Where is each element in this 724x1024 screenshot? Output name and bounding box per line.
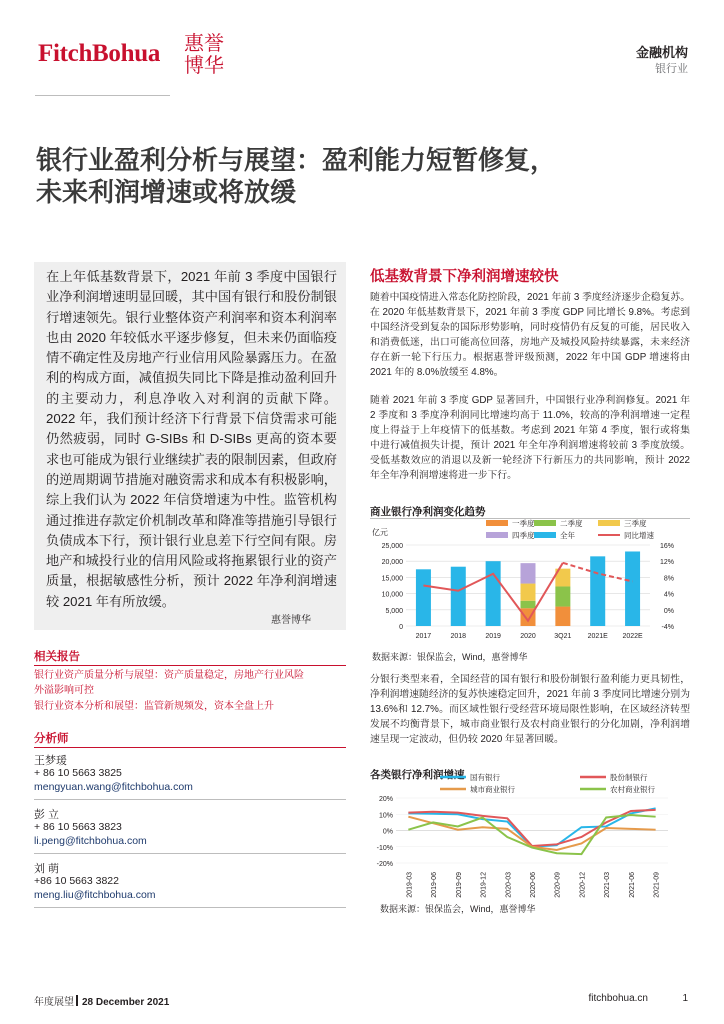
analyst-email[interactable]: li.peng@fitchbohua.com	[34, 835, 147, 847]
x-tick-label: 2021E	[587, 633, 608, 640]
bar-2021E-full-year	[590, 556, 605, 626]
bar-2017-full-year	[416, 569, 431, 626]
bar-2022E-full-year	[625, 551, 640, 626]
y-tick-label: 0%	[382, 828, 393, 836]
legend-label: 三季度	[624, 519, 647, 528]
summary-box	[34, 262, 346, 630]
legend-swatch-q3	[598, 520, 620, 526]
analysts-rule	[34, 747, 346, 748]
legend-swatch-full	[534, 532, 556, 538]
analysts-heading: 分析师	[34, 733, 69, 745]
legend-label: 同比增速	[624, 531, 654, 540]
related-reports-heading: 相关报告	[34, 651, 80, 663]
bar-3Q21-q2	[555, 586, 570, 606]
legend-swatch-q2	[534, 520, 556, 526]
chart1-source: 数据来源：银保监会，Wind，惠誉博华	[372, 652, 528, 662]
logo-text: FitchBohua	[38, 40, 161, 67]
body-paragraph-1: 随着中国疫情进入常态化防控阶段，2021 年前 3 季度经济逐步企稳复苏。在 2020 年低基数背景下，2021 年前 3 季度 GDP 同比增长 9.8%。考虑到中国经济受到复杂的国际形势影响，同时疫情仍有反复的可能，居民收入和消费低迷，出口可能高位回落，房地产及城投风险持续暴露，未来经济存在新一轮下行压力。根据惠誉评级预测，2022 年中国 GDP 增速将由 2021 年的 8.0%放缓至 4.8%。	[370, 292, 690, 378]
y2-tick-label: 16%	[659, 543, 674, 550]
analyst-divider	[34, 907, 346, 908]
summary-source: 惠誉博华	[271, 615, 311, 627]
x-tick-label: 2020	[520, 633, 536, 640]
y-tick-label: 0	[399, 624, 403, 631]
x-tick-label: 2020-09	[554, 872, 562, 898]
bar-2018-full-year	[451, 567, 466, 626]
y2-tick-label: 8%	[663, 575, 674, 583]
analyst-email[interactable]: meng.liu@fitchbohua.com	[34, 889, 156, 901]
analyst-phone: + 86 10 5663 3825	[34, 767, 122, 779]
analyst-name: 王梦瑗	[34, 755, 67, 767]
chart1-title: 商业银行净利润变化趋势	[370, 506, 486, 518]
sector-label: 金融机构	[635, 45, 688, 60]
bar-2020-q4	[521, 563, 536, 583]
x-tick-label: 2018	[450, 633, 467, 640]
bar-2020-q2	[521, 601, 536, 608]
x-tick-label: 2019-12	[480, 872, 488, 898]
y2-tick-label: 12%	[659, 559, 674, 567]
y-tick-label: 20,000	[381, 559, 403, 567]
legend-label: 城市商业银行	[470, 785, 515, 794]
report-title	[36, 144, 696, 208]
y-tick-label: 10%	[378, 812, 393, 820]
summary-text: 在上年低基数背景下，2021 年前 3 季度中国银行业净利润增速明显回暖，其中国有银行和股份制银行增速领先。银行业整体资产利润率和资本利润率也由 2020 年较低水平逐步修复，但未来仍面临疫情不确定性及房地产行业信用风险暴露压力。在盈利的构成方面，减值损失同比下降是推动盈利回升的主要动力，利息净收入对利润的贡献下降。2022 年，我们预计经济下行背景下信贷需求可能仍然疲弱，同时 G-SIBs 和 D-SIBs 更高的资本要求也可能成为银行业继续扩表的限制因素，但政府的逆周期调节措施对融资需求和成本有积极影响，综上我们认为 2022 年信贷增速为中性。监管机构通过推进存款定价机制改革和降准等措施引导银行负债成本下行，预计银行业息差下行空间有限。房地产和城投行业的信用风险或将拖累银行业的资产质量，根据敏感性分析，预计 2022 年净利润增速较 2021 年有所放缓。	[46, 269, 337, 609]
legend-label: 全年	[560, 531, 575, 540]
legend-label: 一季度	[512, 519, 535, 528]
chart2-source: 数据来源：银保监会，Wind，惠誉博华	[380, 904, 536, 914]
x-tick-label: 2019	[485, 633, 501, 640]
body-paragraph-2: 随着 2021 年前 3 季度 GDP 显著回升，中国银行业净利润修复。2021 年 2 季度和 3 季度净利润同比增速均高于 11.0%，较高的净利润增速一定程度上得益于上年疫情下的低基数。考虑到 2021 年第 4 季度，银行或将集中进行减值损失计提，预计 2021 年全年净利润增速将较前 3 季度放缓。受低基数效应的消退以及新一轮经济下行新压力的共同影响，预计 2022 年全年净利润增速将进一步下行。	[370, 395, 690, 481]
logo-chinese-chars: 惠誉博华	[184, 31, 224, 77]
y-tick-label: 20%	[378, 796, 393, 803]
analyst-phone: + 86 10 5663 3823	[34, 821, 122, 833]
body-paragraph-3: 分银行类型来看，全国经营的国有银行和股份制银行盈利能力更具韧性，净利润增速随经济的复苏快速稳定回升，2021 年前 3 季度同比增速分别为 13.6%和 12.7%。而区域性银行受经营环境局限性影响，在区域经济转型发展不均衡背景下，城市商业银行及农村商业银行的分化加剧，净利润增速呈现一定波动，但仍较 2020 年显著回暖。	[370, 674, 690, 745]
related-report-link[interactable]: 银行业资产质量分析与展望：资产质量稳定，房地产行业风险外溢影响可控	[34, 670, 304, 696]
x-tick-label: 2021-03	[604, 872, 612, 898]
x-tick-label: 3Q21	[554, 633, 572, 640]
report-title-line-2: 未来利润增速或将放缓	[36, 177, 297, 207]
x-tick-label: 2022E	[622, 633, 643, 640]
y-tick-label: 10,000	[381, 591, 403, 599]
y2-tick-label: -4%	[661, 624, 674, 631]
x-tick-label: 2019-06	[431, 872, 439, 898]
y-tick-label: -20%	[376, 861, 393, 868]
bar-2020-q3	[521, 584, 536, 601]
header-divider	[35, 95, 170, 96]
net-profit-trend-chart	[368, 519, 698, 644]
y-tick-label: 15,000	[381, 575, 403, 583]
x-tick-label: 2021-09	[653, 872, 661, 898]
legend-label: 二季度	[560, 519, 583, 528]
analyst-divider	[34, 799, 346, 800]
bank-type-growth-chart	[368, 773, 698, 899]
page-number: 1	[682, 993, 688, 1004]
y2-tick-label: 0%	[663, 607, 674, 615]
y-tick-label: -10%	[376, 844, 393, 852]
x-tick-label: 2020-12	[579, 872, 587, 898]
report-title-line-1: 银行业盈利分析与展望：盈利能力短暂修复，	[36, 145, 557, 175]
legend-swatch-q1	[486, 520, 508, 526]
footer-site[interactable]: fitchbohua.cn	[588, 993, 648, 1004]
legend-label: 国有银行	[470, 773, 500, 782]
legend-swatch-q4	[486, 532, 508, 538]
bar-2019-full-year	[486, 561, 501, 626]
analyst-name: 彭 立	[34, 809, 60, 821]
x-tick-label: 2017	[415, 633, 432, 640]
legend-label: 四季度	[512, 531, 535, 540]
analyst-phone: +86 10 5663 3822	[34, 875, 119, 887]
chart1-legend	[486, 519, 654, 540]
chart2-lines	[408, 808, 655, 854]
analyst-email[interactable]: mengyuan.wang@fitchbohua.com	[34, 781, 193, 793]
legend-label: 股份制银行	[610, 773, 648, 782]
y-tick-label: 5,000	[385, 607, 403, 615]
related-report-link[interactable]: 银行业资本分析和展望：监管新规频发，资本全盘上升	[34, 701, 274, 712]
x-tick-label: 2019-03	[406, 872, 414, 898]
bar-3Q21-q1	[555, 607, 570, 626]
analyst-name: 刘 萌	[34, 863, 60, 875]
y-tick-label: 25,000	[381, 543, 403, 550]
section-heading: 低基数背景下净利润增速较快	[370, 269, 559, 285]
x-tick-label: 2020-03	[505, 872, 513, 898]
related-reports-rule	[34, 665, 346, 666]
chart2-title: 各类银行净利润增速	[370, 769, 465, 781]
footer-report-type: 年度展望	[34, 997, 74, 1008]
legend-label: 农村商业银行	[610, 785, 655, 794]
x-tick-label: 2020-06	[530, 872, 537, 898]
x-tick-label: 2019-09	[455, 872, 463, 898]
footer-date: 28 December 2021	[82, 997, 170, 1008]
chart2-legend	[440, 773, 655, 794]
footer-separator	[76, 995, 78, 1006]
chart1-ylabel: 亿元	[372, 528, 388, 537]
sector-sub-label: 银行业	[655, 63, 688, 75]
fitchbohua-logo	[38, 30, 238, 80]
analyst-divider	[34, 853, 346, 854]
x-tick-label: 2021-06	[628, 872, 636, 898]
footer-left	[34, 993, 169, 1008]
y2-tick-label: 4%	[663, 591, 674, 599]
